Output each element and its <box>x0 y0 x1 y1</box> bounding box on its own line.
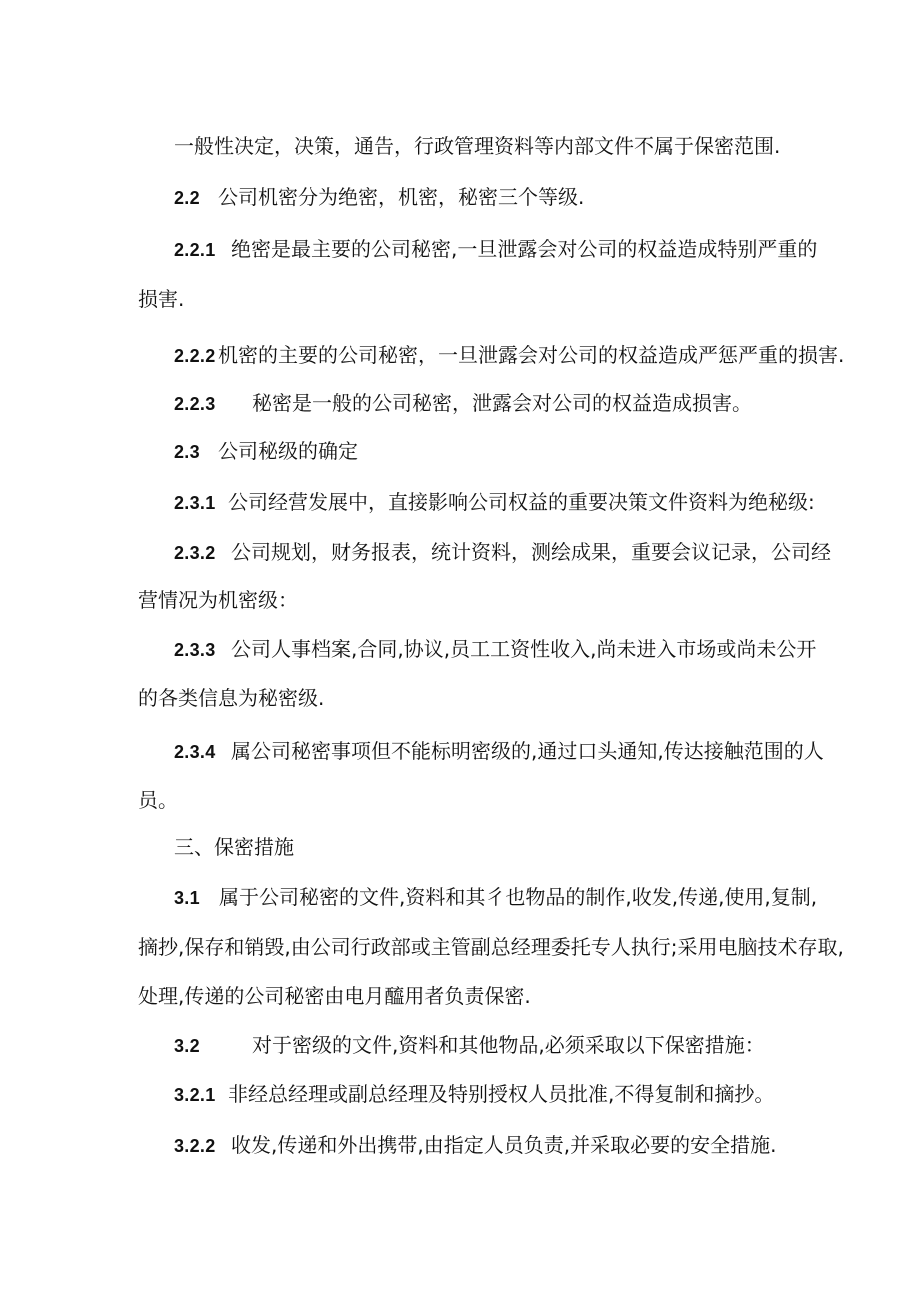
paragraph-text: 员。 <box>138 788 178 812</box>
paragraph-2-3-2-continued <box>138 588 298 612</box>
section-number: 2.3.3 <box>174 640 216 660</box>
paragraph-3-1 <box>174 885 817 910</box>
paragraph-text: 绝密是最主要的公司秘密,一旦泄露会对公司的权益造成特别严重的 <box>231 237 818 261</box>
paragraph-text: 处理,传递的公司秘密由电月醯用者负责保密. <box>138 984 531 1008</box>
paragraph-2-3-4-continued <box>138 788 178 812</box>
paragraph-3-2 <box>174 1033 765 1058</box>
paragraph-intro <box>174 134 780 158</box>
paragraph-2-3-3-continued <box>138 686 324 710</box>
section-number: 3.2.1 <box>174 1085 216 1105</box>
paragraph-3-1-continued-2 <box>138 984 531 1008</box>
section-number: 2.2.2 <box>174 346 216 366</box>
paragraph-text: 营情况为机密级： <box>138 588 298 612</box>
paragraph-text: 公司规划，财务报表，统计资料，测绘成果，重要会议记录，公司经 <box>231 540 831 564</box>
section-number: 2.3.2 <box>174 543 216 563</box>
paragraph-2-3 <box>174 439 358 464</box>
section-number: 2.3.4 <box>174 742 216 762</box>
section-number: 2.2 <box>174 188 200 208</box>
paragraph-text: 机密的主要的公司秘密，一旦泄露会对公司的权益造成严惩严重的损害. <box>218 343 845 367</box>
paragraph-3-2-2 <box>174 1133 776 1158</box>
paragraph-2-3-1 <box>174 490 815 515</box>
section-number: 2.3 <box>174 442 200 462</box>
paragraph-2-2-3 <box>174 391 752 416</box>
paragraph-text: 损害. <box>138 287 185 311</box>
paragraph-2-3-2 <box>174 540 831 565</box>
paragraph-text: 摘抄,保存和销毁,由公司行政部或主管副总经理委托专人执行;采用电脑技术存取, <box>138 935 844 959</box>
section-heading-3 <box>174 835 294 859</box>
paragraph-text: 秘密是一般的公司秘密，泄露会对公司的权益造成损害。 <box>252 391 752 415</box>
section-number: 2.2.1 <box>174 240 216 260</box>
paragraph-text: 一般性决定，决策，通告，行政管理资料等内部文件不属于保密范围. <box>174 134 781 158</box>
paragraph-2-2-1-continued <box>138 287 184 311</box>
section-number: 3.2.2 <box>174 1136 216 1156</box>
paragraph-text: 公司机密分为绝密，机密，秘密三个等级. <box>218 185 585 209</box>
section-number: 2.3.1 <box>174 493 216 513</box>
paragraph-text: 属公司秘密事项但不能标明密级的,通过口头通知,传达接触范围的人 <box>231 739 824 763</box>
paragraph-text: 公司经营发展中，直接影响公司权益的重要决策文件资料为绝秘级: <box>228 490 815 514</box>
paragraph-3-1-continued-1 <box>138 935 844 959</box>
paragraph-text: 的各类信息为秘密级. <box>138 686 325 710</box>
paragraph-3-2-1 <box>174 1082 774 1107</box>
section-number: 3.2 <box>174 1036 200 1056</box>
paragraph-2-3-3 <box>174 637 816 662</box>
paragraph-2-2 <box>174 185 584 210</box>
paragraph-text: 公司秘级的确定 <box>218 439 358 463</box>
paragraph-text: 属于公司秘密的文件,资料和其彳也物品的制作,收发,传递,使用,复制, <box>219 885 818 909</box>
paragraph-2-2-1 <box>174 237 817 262</box>
paragraph-2-3-4 <box>174 739 824 764</box>
paragraph-text: 对于密级的文件,资料和其他物品,必须采取以下保密措施： <box>252 1033 765 1057</box>
section-number: 3.1 <box>174 888 200 908</box>
paragraph-text: 收发,传递和外出携带,由指定人员负责,并采取必要的安全措施. <box>231 1133 777 1157</box>
paragraph-text: 公司人事档案,合同,协议,员工工资性收入,尚未进入市场或尚未公开 <box>231 637 817 661</box>
paragraph-2-2-2 <box>174 343 844 368</box>
paragraph-text: 非经总经理或副总经理及特别授权人员批准,不得复制和摘抄。 <box>228 1082 775 1106</box>
section-heading: 三、保密措施 <box>174 835 294 859</box>
section-number: 2.2.3 <box>174 394 216 414</box>
